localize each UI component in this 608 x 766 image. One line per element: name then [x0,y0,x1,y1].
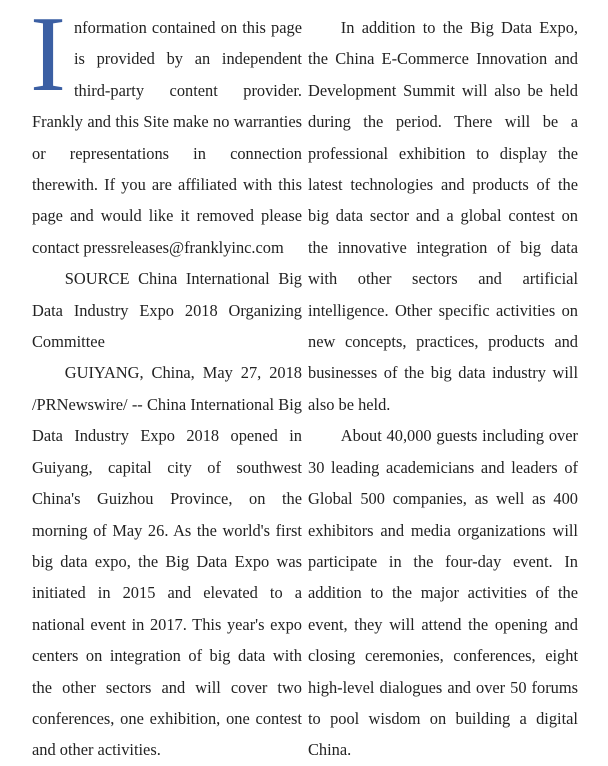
drop-cap: I [30,0,66,114]
disclaimer-text: nformation contained on this page is provided by an independent third-party content provider. Frankly and this Site make no warranties or representations in connection therewith. If you are affiliated with this page and would like it removed please contact pressreleases@franklyinc.com [32,18,302,257]
dateline-paragraph: GUIYANG, China, May 27, 2018 /PRNewswire/ -- China International Big Data Industry Expo 2018 opened in Guiyang, capital city of southwest China's Guizhou Province, on the morning of May 26. As the world's first big data expo, the Big Data Expo was initiated in 2015 and elevated to a national event in 2017. This year's expo centers on integration of big data with the other sectors and will cover two conferences, one exhibition, one contest and other activities. [32,363,302,760]
source-paragraph: SOURCE China International Big Data Industry Expo 2018 Organizing Committee [32,269,302,352]
left-column [30,0,302,766]
summit-paragraph: In addition to the Big Data Expo, the China E-Commerce Innovation and Development Summit will also be held during the period. There will be a professional exhibition to display the latest technologies and products of the big data sector and a global contest on the innovative integration of big data with other sectors and artificial intelligence. Other specific activities on new concepts, practices, products and businesses of the big data industry will also be held. [308,18,578,414]
right-column [308,12,578,766]
disclaimer-paragraph [30,0,302,263]
guests-paragraph: About 40,000 guests including over 30 leading academicians and leaders of Global 500 companies, as well as 400 exhibitors and media organizations will participate in the four-day event. In addition to the major activities of the event, they will attend the opening and closing ceremonies, conferences, eight high-level dialogues and over 50 forums to pool wisdom on building a digital China. [308,426,578,760]
